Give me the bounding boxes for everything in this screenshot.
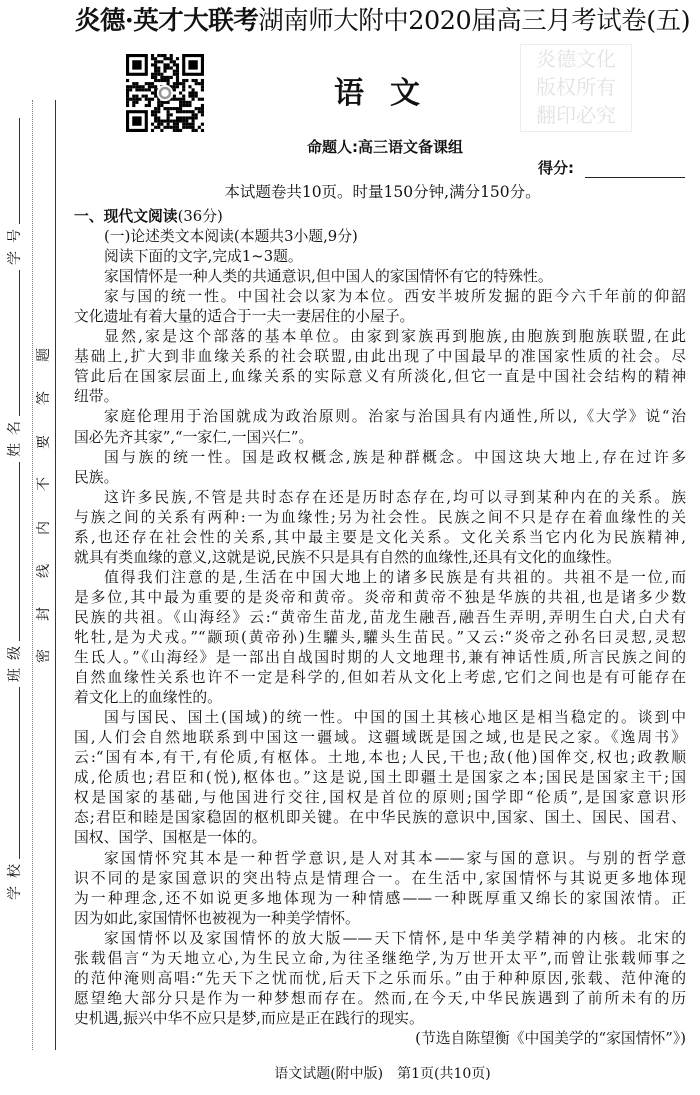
- seal-text-char: 答: [36, 391, 52, 405]
- seal-text-char: 封: [36, 607, 52, 621]
- score-label: 得分:: [538, 159, 574, 177]
- field-label-4: 学: [7, 251, 23, 265]
- paragraph-line: 识不同的是家国意识的突出特点是情理合一。在生活中,家国情怀与其说更多地体现: [74, 869, 686, 887]
- field-blank-4[interactable]: [19, 118, 20, 224]
- paragraph-line: 家国情怀以及家国情怀的放大版——天下情怀,是中华美学精神的内核。北宋的: [104, 929, 686, 947]
- paragraph-line: 系,也还存在社会性的关系,其中最主要是文化关系。文化关系当它内化为民族精神,: [74, 528, 686, 546]
- watermark-text: 版权所有: [536, 75, 616, 99]
- seal-text-char: 题: [36, 348, 52, 362]
- paragraph-line: 国权、国学、国枢是一体的。: [74, 829, 267, 847]
- paragraph-line: 牝牡,是为犬戎。”“颛顼(黄帝孙)生驩头,驩头生苗民。”又云:“炎帝之孙名曰灵恝,灵恝: [74, 628, 686, 646]
- qr-code-icon: [124, 54, 206, 132]
- section-heading: [74, 207, 686, 227]
- brand-name: 炎德·英才大联考: [74, 6, 259, 36]
- exam-intro: 本试题卷共10页。时量150分钟,满分150分。: [224, 183, 541, 201]
- paragraph-line: 成,伦质也;君臣和(悦),枢体也。”这是说,国土即疆土是国家之本;国民是国家主干;国: [74, 769, 686, 787]
- field-blank-1[interactable]: [19, 687, 20, 859]
- paragraph-line: 张载倡言“为天地立心,为生民立命,为往圣继绝学,为万世开太平”,而曾让张载师事之: [74, 949, 686, 967]
- paragraph-line: 民族。: [74, 468, 119, 486]
- paragraph-line: 显然,家是这个部落的基本单位。由家到家族再到胞族,由胞族到胞族联盟,在此: [104, 328, 686, 346]
- seal-text-char: 线: [36, 564, 52, 578]
- section-points: (36分): [177, 208, 223, 225]
- paragraph-line: 国与国民、国土(国域)的统一性。中国的国土其核心地区是相当稳定的。谈到中: [104, 709, 686, 727]
- paragraph-line: 与族之间的关系有两种:一为血缘性;另为社会性。民族之间不只是存在着血缘性的关: [74, 508, 686, 526]
- field-label-3: 名: [7, 421, 23, 435]
- author-line: 命题人:高三语文备课组: [307, 138, 463, 156]
- paragraph-line: 愿望绝大部分只是作为一种梦想而存在。然而,在今天,中华民族遇到了前所未有的历: [74, 989, 686, 1007]
- paragraph-line: 自然血缘性关系也许不一定是科学的,但如若从文化上考虑,它们之间也是有可能存在: [74, 669, 686, 687]
- reading-passage: [74, 207, 686, 1049]
- paragraph-line: 民族的共祖。《山海经》云:“黄帝生苗龙,苗龙生融吾,融吾生弄明,弄明生白犬,白犬有: [74, 608, 686, 626]
- watermark: [520, 44, 632, 132]
- paragraph-line: 因为如此,家国情怀也被视为一种美学情怀。: [74, 909, 360, 927]
- paragraph-line: 为一种理念,还不如说更多地体现为一种情感——一种既厚重又绵长的家国浓情。正: [74, 889, 686, 907]
- paragraph-line: 纽带。: [74, 388, 119, 406]
- paragraph-line: 文化遗址有着大量的适合于一夫一妻居住的小屋子。: [74, 308, 415, 326]
- paragraph-line: 国必先齐其家”,“一家仁,一国兴仁”。: [74, 428, 314, 446]
- seal-text-char: 要: [36, 435, 52, 449]
- watermark-text: 翻印必究: [536, 103, 616, 127]
- seal-text-char: 密: [36, 649, 52, 663]
- binding-line: [55, 100, 56, 1050]
- watermark-text: 炎德文化: [536, 47, 616, 71]
- seal-text-char: 内: [36, 521, 52, 535]
- paragraph-line: 权是国家的基础,与他国进行交往,国权是首位的原则;国学即“伦质”,是国家意识形: [74, 789, 686, 807]
- field-label-1: 学: [7, 886, 23, 900]
- paragraph-line: 家与国的统一性。中国社会以家为本位。西安半坡所发掘的距今六千年前的仰韶: [104, 288, 686, 306]
- field-label-2: 级: [7, 646, 23, 660]
- field-label-4: 号: [7, 229, 23, 243]
- section-title: 一、现代文阅读: [74, 208, 178, 225]
- exam-title: [70, 4, 695, 38]
- subsection-heading: 阅读下面的文字,完成1~3题。: [104, 248, 303, 266]
- paragraph-line: 值得我们注意的是,生活在中国大地上的诸多民族是有共祖的。共祖不是一位,而: [104, 568, 686, 586]
- score-blank[interactable]: [585, 177, 685, 178]
- paragraph-line: 云:“国有本,有干,有伦质,有枢体。土地,本也;人民,干也;敌(他)国侔交,权也;政教顺: [74, 749, 686, 767]
- seal-text-char: 不: [36, 477, 52, 491]
- page-footer: 语文试题(附中版) 第1页(共10页): [274, 1066, 491, 1082]
- paragraph-line: 着文化上的血缘性的。: [74, 689, 222, 707]
- field-label-3: 姓: [7, 443, 23, 457]
- paragraph-line: 是多位,其中最为重要的是炎帝和黄帝。炎帝和黄帝不独是华族的共祖,也是诸多少数: [74, 588, 686, 606]
- paragraph-line: 家国情怀究其本是一种哲学意识,是人对其本——家与国的意识。与别的哲学意: [104, 849, 686, 867]
- paragraph-line: 管此后在国家层面上,血缘关系的实际意义有所淡化,但它一直是中国社会结构的精神: [74, 368, 686, 386]
- paragraph-line: 史机遇,振兴中华不应只是梦,而应是正在践行的现实。: [74, 1009, 424, 1027]
- source-citation: (节选自陈望衡《中国美学的“家国情怀”》): [415, 1029, 686, 1047]
- paragraph-line: 家国情怀是一种人类的共通意识,但中国人的家国情怀有它的特殊性。: [104, 268, 553, 286]
- paragraph-line: 国,人们会自然地联系到中国这一疆域。这疆域既是国之域,也是民之家。《逸周书》: [74, 729, 686, 747]
- paragraph-line: 的范仲淹则高唱:“先天下之忧而忧,后天下之乐而乐。”由于种种原因,张载、范仲淹的: [74, 969, 686, 987]
- paragraph-line: 这许多民族,不管是共时态存在还是历时态存在,均可以寻到某种内在的关系。族: [104, 488, 686, 506]
- subsection-heading: (一)论述类文本阅读(本题共3小题,9分): [104, 228, 358, 246]
- cut-line-dotted: [32, 100, 33, 1050]
- paragraph-line: 家庭伦理用于治国就成为政治原则。治家与治国具有内通性,所以,《大学》说“治: [104, 408, 686, 426]
- field-label-1: 校: [7, 864, 23, 878]
- paragraph-line: 生氐人。”《山海经》是一部出自战国时期的人文地理书,兼有神话性质,所言民族之间的: [74, 649, 686, 667]
- subject-title: 语文: [334, 76, 446, 111]
- field-blank-3[interactable]: [19, 270, 20, 416]
- paragraph-line: 基础上,扩大到非血缘关系的社会联盟,由此出现了中国最早的准国家性质的社会。尽: [74, 348, 686, 366]
- paragraph-line: 国与族的统一性。国是政权概念,族是种群概念。中国这块大地上,存在过许多: [104, 448, 686, 466]
- field-blank-2[interactable]: [19, 462, 20, 641]
- paragraph-line: 态;君臣和睦是国家稳固的枢机即关键。在中华民族的意识中,国家、国土、国民、国君、: [74, 809, 686, 827]
- paragraph-line: 就具有类血缘的意义,这就是说,民族不只是具有自然的血缘性,还具有文化的血缘性。: [74, 548, 621, 566]
- exam-name: 湖南师大附中2020届高三月考试卷(五): [258, 6, 691, 36]
- field-label-2: 班: [7, 668, 23, 682]
